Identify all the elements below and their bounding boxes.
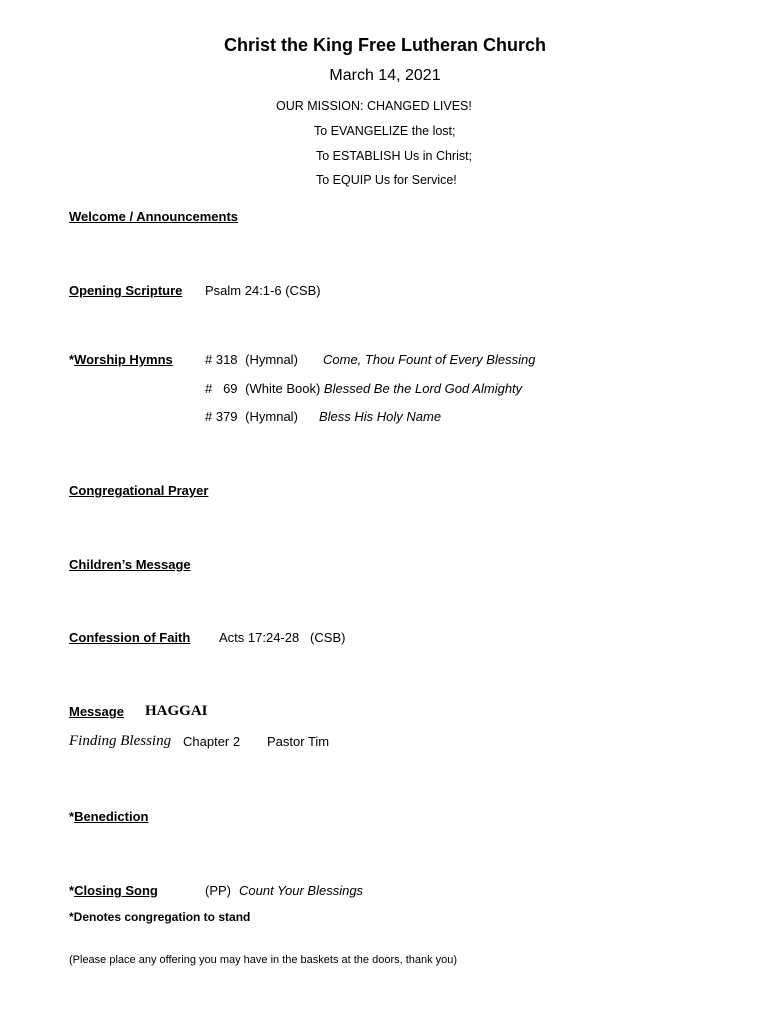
hymn-1-title: Come, Thou Fount of Every Blessing [323,352,536,367]
hymn-3-title: Bless His Holy Name [319,409,442,424]
hymn-book: (White Book) [245,381,321,396]
hymn-book: (Hymnal) [245,409,298,424]
mission-line-1: OUR MISSION: CHANGED LIVES! [276,99,472,113]
opening-scripture-text: Psalm 24:1-6 (CSB) [205,283,321,298]
childrens-message-heading [69,557,191,572]
hymn-number: # 69 [205,381,238,396]
message-heading [69,704,124,719]
church-title: Christ the King Free Lutheran Church [223,35,547,55]
opening-scripture-heading [69,283,182,298]
congregational-prayer-heading [69,483,208,498]
message-series: Finding Blessing [69,733,172,749]
benediction-label: Benediction [74,809,149,824]
hymn-book: (Hymnal) [245,352,298,367]
message-book: HAGGAI [145,703,208,719]
mission-line-4: To EQUIP Us for Service! [316,173,457,187]
stand-note: *Denotes congregation to stand [69,910,251,924]
confession-label: Confession of Faith [69,630,191,645]
congregational-prayer-label: Congregational Prayer [69,483,209,498]
hymn-2-title: Blessed Be the Lord God Almighty [323,381,523,396]
mission-line-2: To EVANGELIZE the lost; [314,124,456,138]
closing-song-source: (PP) [205,883,231,898]
confession-text: Acts 17:24-28 (CSB) [219,630,346,645]
hymn-number: # 318 [205,352,238,367]
welcome-heading [69,209,238,224]
stand-marker: * [69,883,75,898]
welcome-heading-label: Welcome / Announcements [69,209,239,224]
hymn-number: # 379 [205,409,238,424]
message-label: Message [69,704,124,719]
closing-song-heading [69,883,158,898]
stand-marker: * [69,352,75,367]
worship-hymns-label: Worship Hymns [74,352,173,367]
offering-note: (Please place any offering you may have in the baskets at the doors, thank you) [69,954,458,966]
message-chapter: Chapter 2 [183,734,241,749]
benediction-heading [69,809,148,824]
confession-heading [69,630,190,645]
closing-song-title: Count Your Blessings [239,883,364,898]
opening-scripture-label: Opening Scripture [69,283,183,298]
worship-hymns-heading [69,352,173,367]
mission-line-3: To ESTABLISH Us in Christ; [316,149,473,163]
childrens-message-label: Children’s Message [69,557,191,572]
closing-song-label: Closing Song [74,883,158,898]
stand-marker: * [69,809,75,824]
service-date: March 14, 2021 [329,67,441,84]
hymn-2 [205,381,522,396]
hymn-3 [205,409,298,424]
hymn-1 [205,352,298,367]
message-speaker: Pastor Tim [267,734,330,749]
